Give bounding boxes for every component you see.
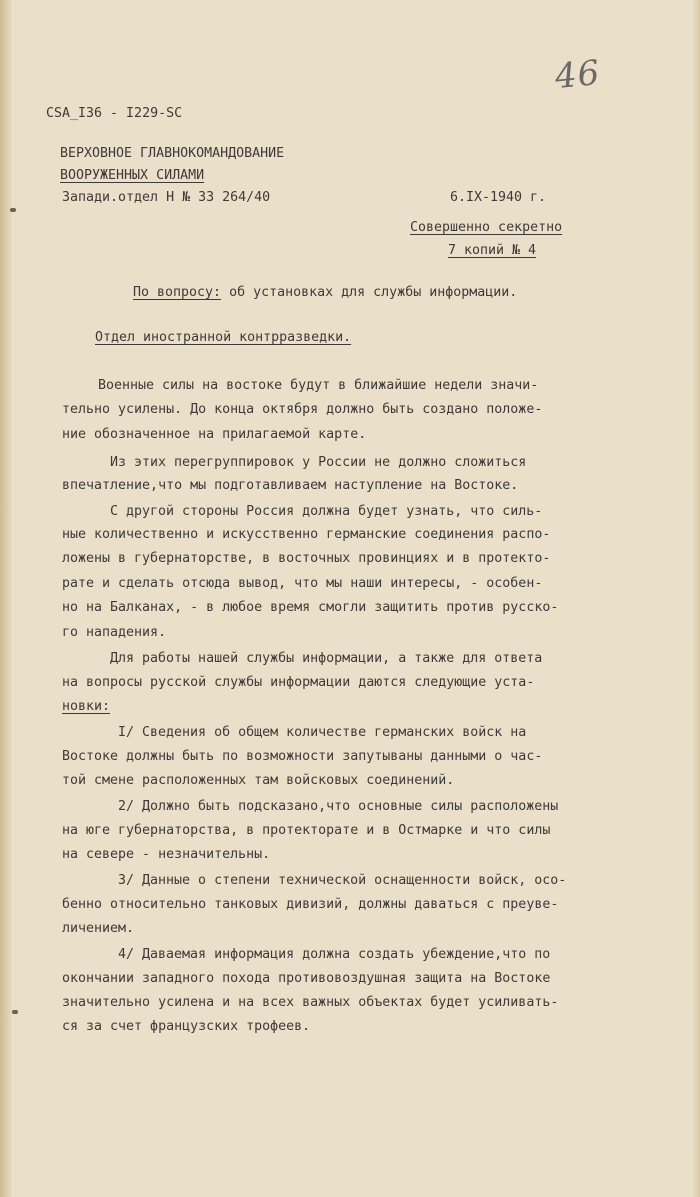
org-line-1: ВЕРХОВНОЕ ГЛАВНОКОМАНДОВАНИЕ: [60, 146, 285, 161]
body-line: го нападения.: [62, 625, 167, 640]
document-date: 6.IX-1940 г.: [450, 190, 547, 205]
classification-stamp: Совершенно секретно: [410, 220, 563, 235]
binding-hole-mark: [10, 208, 16, 212]
archive-code: CSA_I36 - I229-SC: [46, 106, 183, 121]
body-line: ные количественно и искусственно германские соединения распо-: [62, 527, 551, 542]
body-line: С другой стороны Россия должна будет узнать, что силь-: [110, 504, 543, 519]
page-binding-edge: [0, 0, 12, 1197]
body-line: личением.: [62, 921, 135, 936]
body-line: бенно относительно танковых дивизий, должны даваться с преуве-: [62, 897, 559, 912]
body-line: 4/ Даваемая информация должна создать убеждение,что по: [118, 947, 551, 962]
subject-text: об установках для службы информации.: [229, 285, 518, 300]
body-line: на юге губернаторства, в протекторате и в Остмарке и что силы: [62, 823, 551, 838]
body-line: впечатление,что мы подготавливаем наступление на Востоке.: [62, 478, 519, 493]
body-line: 2/ Должно быть подсказано,что основные силы расположены: [118, 799, 559, 814]
body-line: Военные силы на востоке будут в ближайшие недели значи-: [98, 378, 539, 393]
body-line: Из этих перегруппировок у России не должно сложиться: [110, 455, 527, 470]
binding-hole-mark: [12, 1010, 18, 1014]
department-reference: Запади.отдел Н № 33 264/40: [62, 190, 271, 205]
body-line: на севере - незначительны.: [62, 847, 271, 862]
body-line: но на Балканах, - в любое время смогли защитить против русско-: [62, 600, 559, 615]
addressee: Отдел иностранной контрразведки.: [95, 330, 352, 345]
body-line: ся за счет французских трофеев.: [62, 1019, 311, 1034]
body-line: рате и сделать отсюда вывод, что мы наши интересы, - особен-: [62, 576, 543, 591]
subject-line: [133, 285, 517, 301]
folio-number: 46: [553, 52, 603, 98]
body-line: на вопросы русской службы информации даются следующие уста-: [62, 675, 535, 690]
body-line: значительно усилена и на всех важных объектах будет усиливать-: [62, 995, 559, 1010]
org-line-2: ВООРУЖЕННЫХ СИЛАМИ: [60, 168, 205, 183]
body-line: ложены в губернаторстве, в восточных провинциях и в протекто-: [62, 551, 551, 566]
body-line: тельно усилены. До конца октября должно быть создано положе-: [62, 402, 543, 417]
body-line: Для работы нашей службы информации, а также для ответа: [110, 651, 543, 666]
page-right-edge: [692, 0, 700, 1197]
body-line: новки:: [62, 699, 111, 714]
body-line: Востоке должны быть по возможности запутываны данными о час-: [62, 749, 543, 764]
body-line: окончании западного похода противовоздушная защита на Востоке: [62, 971, 551, 986]
body-line: 3/ Данные о степени технической оснащенности войск, осо-: [118, 873, 567, 888]
body-line: той смене расположенных там войсковых соединений.: [62, 773, 455, 788]
subject-label: По вопросу:: [133, 285, 222, 300]
copies-count: 7 копий № 4: [448, 243, 537, 258]
body-line: I/ Сведения об общем количестве германских войск на: [118, 725, 527, 740]
body-line: ние обозначенное на прилагаемой карте.: [62, 427, 367, 442]
